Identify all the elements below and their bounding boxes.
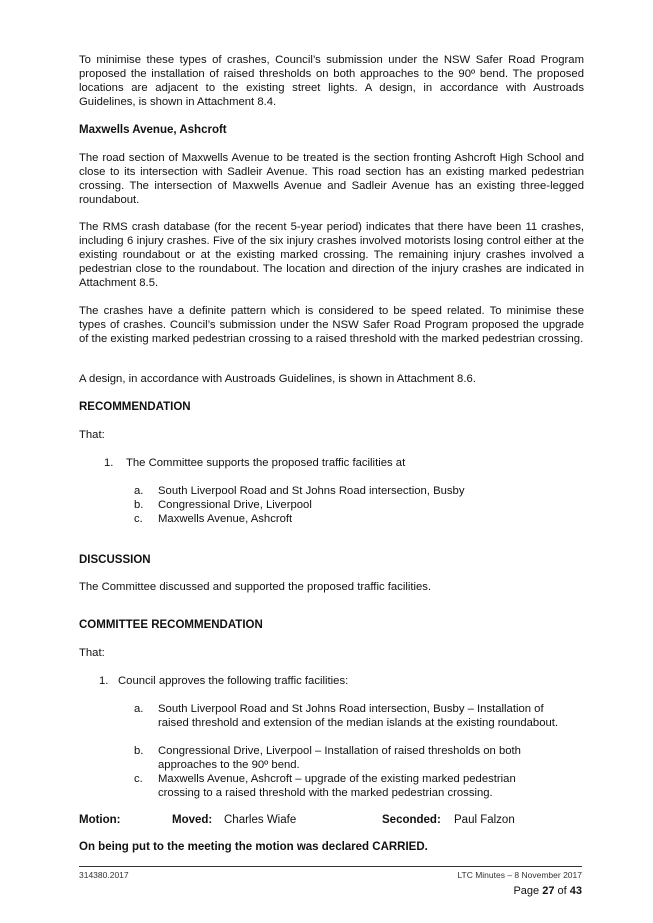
item-text: Council approves the following traffic facilities: [118,675,349,687]
subitem-text: South Liverpool Road and St Johns Road intersection, Busby – Installation of raised threshold and extension of the median islands at the existing roundabout. [158,703,559,729]
paragraph-text: The Committee discussed and supported the proposed traffic facilities. [79,581,432,593]
paragraph-text: The RMS crash database (for the recent 5-year period) indicates that there have been 11 crashes, including 6 injury crashes. Five of the six injury crashes involved motorists losing control either at the existing roundabout or at the existing marked crossing. The remaining injury crashes involved a pedestrian close to the roundabout. The location and direction of the injury crashes are indicated in Attachment 8.5. [79,221,584,289]
motion-result-text: On being put to the meeting the motion was declared CARRIED. [79,841,428,853]
subitem-text: Congressional Drive, Liverpool [158,499,312,511]
page-prefix: Page [513,885,543,897]
subitem-letter: a. [134,485,144,497]
subitem-text: Maxwells Avenue, Ashcroft [158,513,293,525]
item-number: 1. [104,457,114,469]
footer-meeting-title: LTC Minutes – 8 November 2017 [457,870,582,880]
footer-document-id: 314380.2017 [79,870,129,880]
page-total: 43 [569,885,582,897]
paragraph-crash-database [79,220,584,290]
motion-result [79,840,584,854]
section-heading: COMMITTEE RECOMMENDATION [79,619,263,631]
paragraph-road-section [79,151,584,207]
that-label: That: [79,647,105,659]
seconded-name: Paul Falzon [454,814,515,826]
discussion-heading [79,553,584,567]
section-heading: RECOMMENDATION [79,401,191,413]
that-label: That: [79,429,105,441]
section-heading: DISCUSSION [79,554,151,566]
moved-name: Charles Wiafe [224,814,297,826]
subitem-letter: a. [134,703,144,715]
paragraph-text: The crashes have a definite pattern which is considered to be speed related. To minimise these types of crashes. Council’s submission under the NSW Safer Road Program proposed the upgrade of the existing marked pedestrian crossing to a raised threshold with the marked pedestrian crossing. [79,305,584,345]
section-heading: Maxwells Avenue, Ashcroft [79,124,227,136]
item-number: 1. [99,675,109,687]
subitem-letter: b. [134,745,144,757]
paragraph-text: A design, in accordance with Austroads Guidelines, is shown in Attachment 8.6. [79,373,476,385]
subitem-text: Maxwells Avenue, Ashcroft – upgrade of the existing marked pedestrian crossing to a raised threshold with the marked pedestrian crossing. [158,773,516,799]
paragraph-crash-pattern [79,304,584,346]
paragraph-design-attachment [79,372,584,386]
subitem-letter: b. [134,499,144,511]
subitem-letter: c. [134,513,143,525]
recommendation-that [79,428,584,442]
page-number [513,885,582,897]
subitem-text: South Liverpool Road and St Johns Road intersection, Busby [158,485,465,497]
committee-that [79,646,584,660]
heading-maxwells-avenue [79,123,584,137]
discussion-text [79,580,584,594]
recommendation-heading [79,400,584,414]
committee-heading [79,618,584,632]
motion-label: Motion: [79,814,121,826]
moved-label: Moved: [172,814,213,826]
paragraph-text: To minimise these types of crashes, Council’s submission under the NSW Safer Road Program proposed the installation of raised thresholds on both approaches to the 90º bend. The proposed locations are adjacent to the existing street lights. A design, in accordance with Austroads Guidelines, is shown in Attachment 8.4. [79,54,584,108]
page-of: of [554,885,570,897]
footer-divider [79,866,582,867]
subitem-letter: c. [134,773,143,785]
subitem-text: Congressional Drive, Liverpool – Installation of raised thresholds on both approaches to the 90º bend. [158,745,521,771]
seconded-label: Seconded: [382,814,441,826]
paragraph-text: The road section of Maxwells Avenue to be treated is the section fronting Ashcroft High School and close to its intersection with Sadleir Avenue. This road section has an existing marked pedestrian crossing. The intersection of Maxwells Avenue and Sadleir Avenue has an existing three-legged roundabout. [79,152,584,206]
item-text: The Committee supports the proposed traffic facilities at [126,457,406,469]
page-current: 27 [542,885,555,897]
paragraph-raised-thresholds [79,53,584,109]
